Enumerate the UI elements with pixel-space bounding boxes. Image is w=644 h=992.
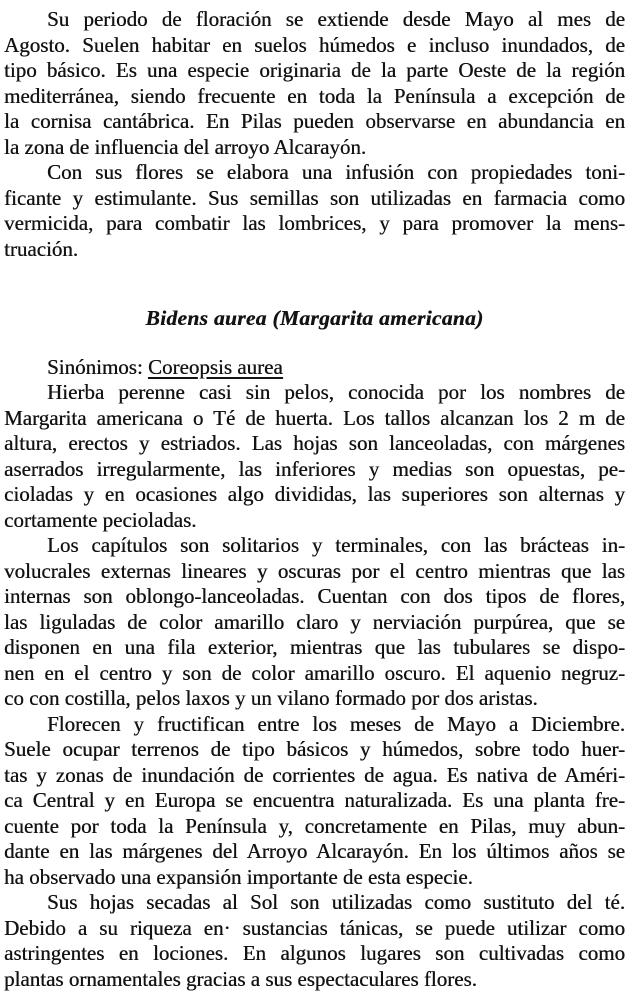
page-content [4,7,625,992]
synonyms-line [4,355,625,381]
text-line: Florecen y fructifican entre los meses de Mayo a Diciembre. [47,711,625,736]
text-line: ha observado una expansión importante de esta especie. [4,864,473,889]
text-line: mediterránea, siendo frecuente en toda la Península a excepción de [4,83,625,108]
text-line: Agosto. Suelen habitar en suelos húmedos e incluso inundados, de [4,32,625,57]
paragraph [4,890,625,992]
text-line: cioladas y en ocasiones algo divididas, las superiores son alternas y [4,482,625,506]
text-line: Sus hojas secadas al Sol son utilizadas como sustituto del té. [47,890,625,914]
text-line: Suele ocupar terrenos de tipo básicos y húmedos, sobre todo huer- [4,737,625,761]
text-line: co con costilla, pelos laxos y un vilano formado por dos aristas. [4,686,538,710]
text-line: dante en las márgenes del Arroyo Alcarayón. En los últimos años se [4,839,625,863]
paragraph [4,7,625,160]
text-line: ficante y estimulante. Sus semillas son utilizadas en farmacia como [4,185,625,210]
paragraph [4,712,625,891]
text-line: Su periodo de floración se extiende desde Mayo al mes de [47,7,625,31]
text-line: la cornisa cantábrica. En Pilas pueden observarse en abundancia en [4,109,625,133]
text-line: ca Central y en Europa se encuentra naturalizada. Es una planta fre- [4,788,625,812]
text-line: truación. [4,236,79,261]
paragraph [4,160,625,262]
section-heading: Bidens aurea (Margarita americana) [145,306,484,330]
text-line: la zona de influencia del arroyo Alcarayón. [4,134,367,159]
text-line: plantas ornamentales gracias a sus espectaculares flores. [4,966,477,991]
text-line: Con sus flores se elabora una infusión con propiedades toni- [47,160,625,184]
synonyms-label: Sinónimos: [47,354,148,379]
text-line: altura, erectos y estriados. Las hojas son lanceoladas, con márgenes [4,431,625,455]
text-line: astringentes en lociones. En algunos lugares son cultivadas como [4,941,625,965]
text-line: cortamente pecioladas. [4,507,197,532]
text-line: Los capítulos son solitarios y terminales, con las brácteas in- [47,533,625,557]
text-line: Hierba perenne casi sin pelos, conocida por los nombres de [47,380,625,404]
paragraph [4,380,625,533]
text-line: volucrales externas lineares y oscuras por el centro mientras que las [4,558,625,583]
text-line: Margarita americana o Té de huerta. Los tallos alcanzan los 2 m de [4,405,625,430]
text-line: Debido a su riqueza en· sustancias tánicas, se puede utilizar como [4,915,625,940]
text-line: tipo básico. Es una especie originaria de la parte Oeste de la región [4,58,625,82]
text-line: internas son oblongo-lanceoladas. Cuentan con dos tipos de flores, [4,584,625,608]
text-line: nen en el centro y son de color amarillo oscuro. El aquenio negruz- [4,660,625,685]
text-line: las liguladas de color amarillo claro y nerviación purpúrea, que se [4,609,625,634]
paragraph [4,533,625,712]
text-line: aserrados irregularmente, las inferiores y medias son opuestas, pe- [4,456,625,481]
text-line: tas y zonas de inundación de corrientes de agua. Es nativa de Améri- [4,762,625,787]
text-line: vermicida, para combatir las lombrices, y para promover la mens- [4,211,625,235]
synonyms-value: Coreopsis aurea [147,354,283,379]
text-line: cuente por toda la Península y, concretamente en Pilas, muy abun- [4,813,625,838]
text-line: disponen en una fila exterior, mientras que las tubulares se dispo- [4,635,625,659]
